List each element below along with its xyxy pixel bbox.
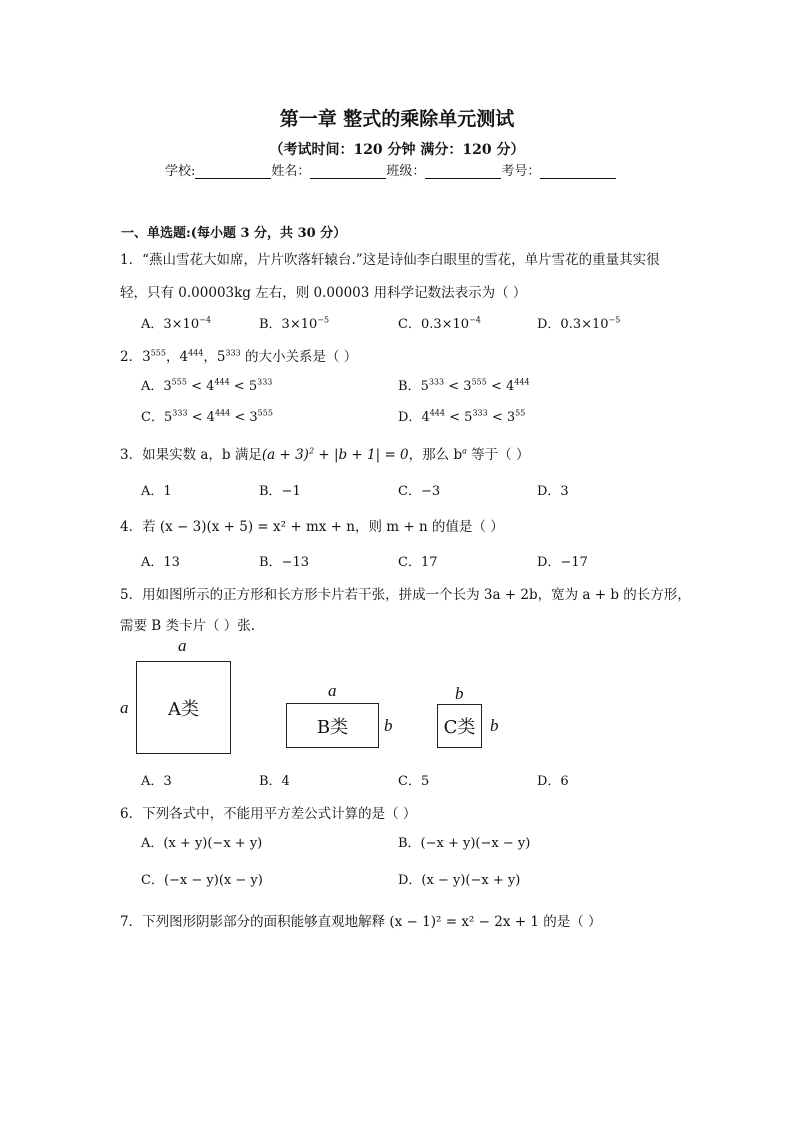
q3-tail: 等于（ ）: [466, 447, 530, 463]
q6-option-c: C．(−x − y)(x − y): [141, 873, 263, 888]
school-label: 学校:: [165, 164, 196, 179]
q1-option-c-text: C．0.3×10: [398, 317, 470, 332]
q1-option-b-text: B．3×10: [259, 317, 318, 332]
q4-option-c: C．17: [398, 555, 438, 570]
q1-option-a-text: A．3×10: [141, 317, 200, 332]
q2-text: 2．$3^{555}$，$4^{444}$，$5^{333}$ 的大小关系是（ ）: [120, 348, 358, 365]
q3-text: 3．如果实数 a，b 满足$(a + 3)^2 + |b + 1| = 0$，那么 $b^a$ 等于（ ）: [120, 446, 530, 463]
q3-option-b: B．−1: [259, 484, 301, 499]
name-label: 姓名：: [271, 164, 311, 179]
q2-option-b-label: B．: [398, 379, 421, 394]
section-heading: 一、单选题:(每小题 3 分，共 30 分）: [121, 226, 347, 241]
card-b-rectangle: [286, 703, 379, 748]
card-a-text: A类: [168, 698, 199, 720]
q3-prefix: 3．如果实数 a，b 满足: [120, 447, 262, 463]
card-a-side-label: a: [120, 698, 129, 717]
q3-equation: $(a + 3)^2 + |b + 1| = 0$: [261, 446, 409, 463]
q2-option-c: C．$5^{333} < 4^{444} < 3^{555}$: [141, 408, 273, 425]
class-label: 班级：: [386, 164, 426, 179]
q2-option-a: A．$3^{555} < 4^{444} < 5^{333}$: [141, 377, 273, 394]
q1-text-line1: 1．“燕山雪花大如席，片片吹落轩辕台.”这是诗仙李白眼里的雪花，单片雪花的重量其实很: [120, 252, 660, 268]
card-c-text: C类: [443, 717, 476, 738]
card-c-top-label: b: [455, 684, 464, 703]
q4-option-b: B．−13: [259, 555, 309, 570]
page-title: 第一章 整式的乘除单元测试: [279, 108, 515, 130]
q4-option-d: D．−17: [537, 555, 588, 570]
card-b-side-label: b: [384, 716, 393, 735]
q1-option-a: [141, 313, 211, 332]
card-b-top-label: a: [328, 681, 337, 700]
q1-option-b: [259, 313, 329, 332]
card-a-top-label: a: [178, 636, 187, 655]
q5-option-c: C．5: [398, 774, 430, 789]
q7-text: 7．下列图形阴影部分的面积能够直观地解释 (x − 1)² = x² − 2x + 1 的是（ ）: [120, 914, 602, 930]
card-c-side-label: b: [490, 716, 499, 735]
q1-option-d: [537, 313, 620, 332]
q5-option-d: D．6: [537, 774, 569, 789]
q2-option-d-label: D．: [398, 410, 422, 425]
q2-option-b: B．$5^{333} < 3^{555} < 4^{444}$: [398, 377, 530, 394]
q2-option-d: D．$4^{444} < 5^{333} < 3^{55}$: [398, 408, 526, 425]
q5-text-line2: 需要 B 类卡片（ ）张.: [120, 618, 256, 634]
q2-option-a-label: A．: [141, 379, 164, 394]
q5-option-a: A．3: [141, 774, 172, 789]
q1-option-c-exp: −4: [469, 315, 481, 325]
student-info-row: [165, 160, 616, 179]
q1-option-c: [398, 313, 481, 332]
q3-suffix: ，那么 b: [408, 447, 463, 463]
card-a-square: [136, 661, 231, 754]
school-blank: [195, 164, 271, 179]
card-b-text: B类: [316, 716, 349, 738]
q6-option-b: B．(−x + y)(−x − y): [398, 836, 531, 851]
q5-option-b: B．4: [259, 774, 290, 789]
exam-subtitle: （考试时间：120 分钟 满分：120 分）: [269, 142, 525, 158]
number-blank: [540, 164, 616, 179]
q2-option-c-label: C．: [141, 410, 164, 425]
q6-option-d: D．(x − y)(−x + y): [398, 873, 521, 888]
q3-option-a: A．1: [141, 484, 172, 499]
q1-option-d-text: D．0.3×10: [537, 317, 609, 332]
q5-text-line1: 5．用如图所示的正方形和长方形卡片若干张，拼成一个长为 3a + 2b，宽为 a + b 的长方形，: [120, 587, 691, 603]
q1-option-d-exp: −5: [608, 315, 621, 325]
q1-text-line2: 轻，只有 0.00003kg 左右，则 0.00003 用科学记数法表示为（ ）: [120, 285, 527, 301]
q1-option-b-exp: −5: [317, 315, 330, 325]
q2-number: 2．: [120, 349, 143, 365]
q4-option-a: A．13: [141, 555, 180, 570]
q2-suffix: 的大小关系是（ ）: [240, 349, 358, 365]
class-blank: [425, 164, 501, 179]
number-label: 考号：: [501, 164, 541, 179]
q6-text: 6．下列各式中，不能用平方差公式计算的是（ ）: [120, 806, 417, 822]
name-blank: [310, 164, 386, 179]
q1-option-a-exp: −4: [199, 315, 211, 325]
q3-option-c: C．−3: [398, 484, 441, 499]
card-c-square: [437, 704, 482, 748]
q6-option-a: A．(x + y)(−x + y): [141, 836, 263, 851]
q4-text: 4．若 (x − 3)(x + 5) = x² + mx + n，则 m + n 的值是（ ）: [120, 519, 504, 535]
q3-option-d: D．3: [537, 484, 569, 499]
